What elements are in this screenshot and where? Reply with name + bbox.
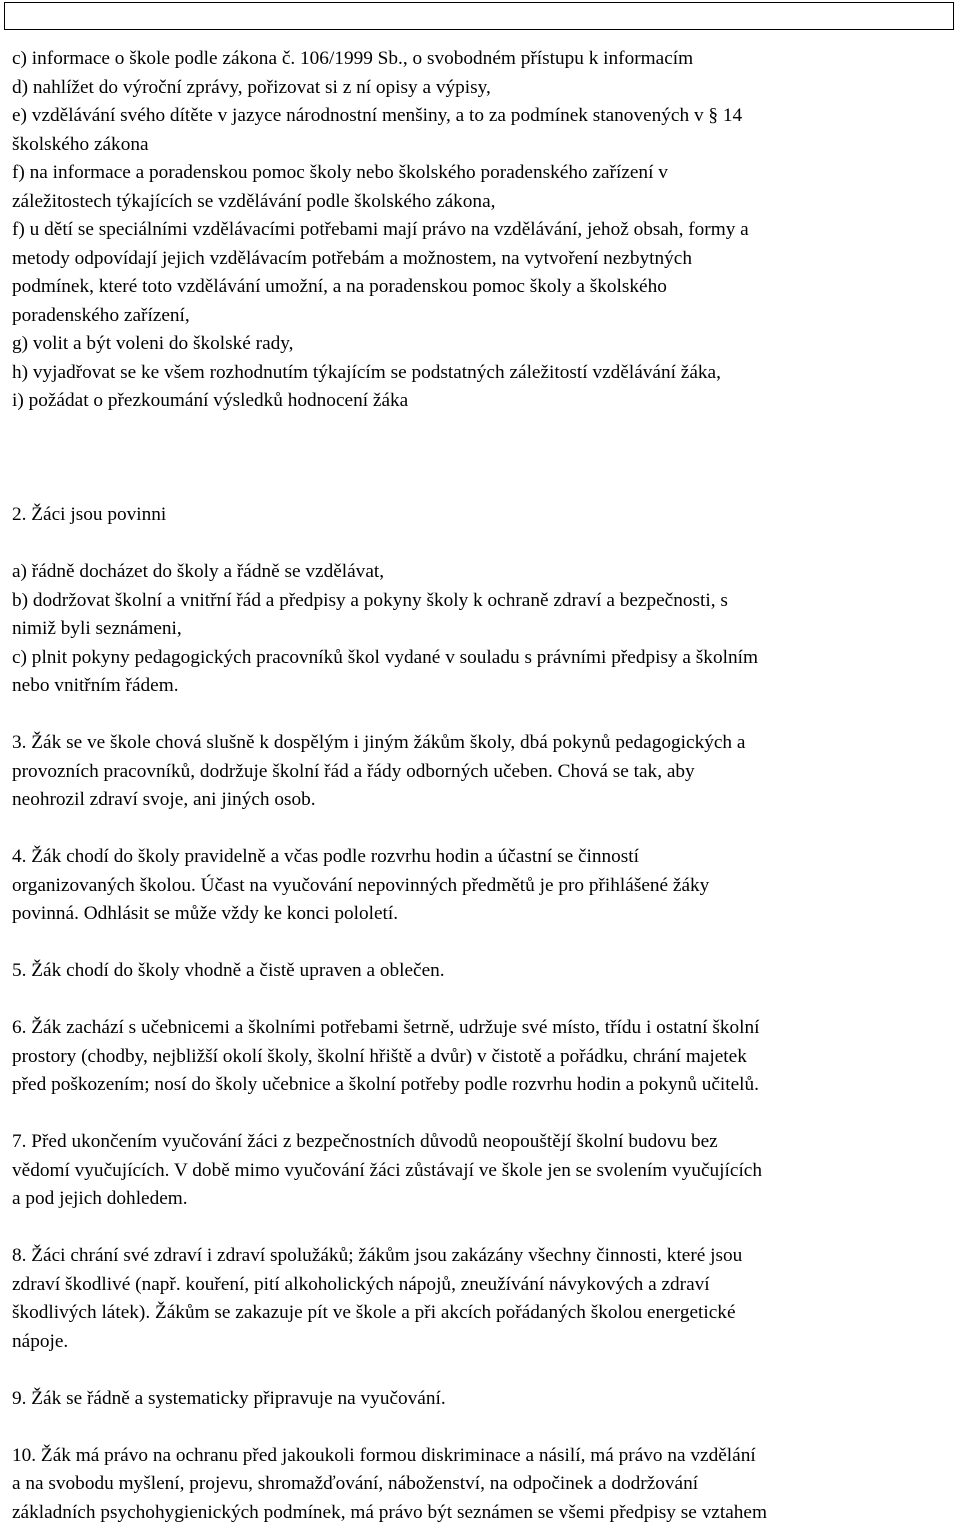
paragraph-line: před poškozením; nosí do školy učebnice a školní potřeby podle rozvrhu hodin a pokynů učitelů. <box>12 1071 952 1100</box>
paragraph-line: a na svobodu myšlení, projevu, shromažďování, náboženství, na odpočinek a dodržování <box>12 1470 952 1499</box>
paragraph-line: 5. Žák chodí do školy vhodně a čistě upraven a oblečen. <box>12 957 952 986</box>
section-line: nebo vnitřním řádem. <box>12 672 952 701</box>
paragraph-line: 6. Žák zachází s učebnicemi a školními potřebami šetrně, udržuje své místo, třídu i ostatní školní <box>12 1014 952 1043</box>
paragraph-9 <box>12 1385 952 1414</box>
paragraph-line: povinná. Odhlásit se může vždy ke konci pololetí. <box>12 900 952 929</box>
list-line: h) vyjadřovat se ke všem rozhodnutím týkajícím se podstatných záležitostí vzdělávání žáka, <box>12 359 952 388</box>
list-line: f) u dětí se speciálními vzdělávacími potřebami mají právo na vzdělávání, jehož obsah, formy a <box>12 216 952 245</box>
list-line: i) požádat o přezkoumání výsledků hodnocení žáka <box>12 387 952 416</box>
paragraph-line: 3. Žák se ve škole chová slušně k dospělým i jiným žákům školy, dbá pokynů pedagogických a <box>12 729 952 758</box>
section-line: a) řádně docházet do školy a řádně se vzdělávat, <box>12 558 952 587</box>
list-line: e) vzdělávání svého dítěte v jazyce národnostní menšiny, a to za podmínek stanovených v § 14 <box>12 102 952 131</box>
paragraph-5 <box>12 957 952 986</box>
paragraph-line: nápoje. <box>12 1328 952 1357</box>
paragraph-line: zdraví škodlivé (např. kouření, pití alkoholických nápojů, zneužívání návykových a zdraví <box>12 1271 952 1300</box>
section-heading: 2. Žáci jsou povinni <box>12 501 952 530</box>
document-body <box>12 45 952 1527</box>
paragraph-line: 4. Žák chodí do školy pravidelně a včas podle rozvrhu hodin a účastní se činností <box>12 843 952 872</box>
paragraph-6 <box>12 1014 952 1100</box>
list-line: školského zákona <box>12 131 952 160</box>
paragraph-line: škodlivých látek). Žákům se zakazuje pít ve škole a při akcích pořádaných školou energetické <box>12 1299 952 1328</box>
paragraph-4 <box>12 843 952 929</box>
section-2 <box>12 501 952 701</box>
paragraph-line: neohrozil zdraví svoje, ani jiných osob. <box>12 786 952 815</box>
list-line: f) na informace a poradenskou pomoc školy nebo školského poradenského zařízení v <box>12 159 952 188</box>
list-line: podmínek, které toto vzdělávání umožní, a na poradenskou pomoc školy a školského <box>12 273 952 302</box>
paragraph-line: základních psychohygienických podmínek, má právo být seznámen se všemi předpisy se vztahem <box>12 1499 952 1527</box>
section-line: b) dodržovat školní a vnitřní řád a předpisy a pokyny školy k ochraně zdraví a bezpečnosti, s <box>12 587 952 616</box>
list-line: g) volit a být voleni do školské rady, <box>12 330 952 359</box>
page-header-frame <box>4 2 954 30</box>
paragraph-8 <box>12 1242 952 1356</box>
paragraph-10 <box>12 1442 952 1527</box>
paragraph-7 <box>12 1128 952 1214</box>
paragraph-line: 7. Před ukončením vyučování žáci z bezpečnostních důvodů neopouštějí školní budovu bez <box>12 1128 952 1157</box>
paragraph-line: organizovaných školou. Účast na vyučování nepovinných předmětů je pro přihlášené žáky <box>12 872 952 901</box>
rights-list <box>12 45 952 416</box>
paragraph-line: 8. Žáci chrání své zdraví i zdraví spolužáků; žákům jsou zakázány všechny činnosti, které jsou <box>12 1242 952 1271</box>
list-line: c) informace o škole podle zákona č. 106/1999 Sb., o svobodném přístupu k informacím <box>12 45 952 74</box>
paragraph-line: 10. Žák má právo na ochranu před jakoukoli formou diskriminace a násilí, má právo na vzdělání <box>12 1442 952 1471</box>
section-line: nimiž byli seznámeni, <box>12 615 952 644</box>
section-line: c) plnit pokyny pedagogických pracovníků škol vydané v souladu s právními předpisy a školním <box>12 644 952 673</box>
list-line: záležitostech týkajících se vzdělávání podle školského zákona, <box>12 188 952 217</box>
paragraph-line: vědomí vyučujících. V době mimo vyučování žáci zůstávají ve škole jen se svolením vyučujících <box>12 1157 952 1186</box>
list-line: poradenského zařízení, <box>12 302 952 331</box>
paragraph-line: prostory (chodby, nejbližší okolí školy, školní hřiště a dvůr) v čistotě a pořádku, chrání majetek <box>12 1043 952 1072</box>
paragraph-3 <box>12 729 952 815</box>
list-line: d) nahlížet do výroční zprávy, pořizovat si z ní opisy a výpisy, <box>12 74 952 103</box>
paragraph-line: a pod jejich dohledem. <box>12 1185 952 1214</box>
paragraph-line: provozních pracovníků, dodržuje školní řád a řády odborných učeben. Chová se tak, aby <box>12 758 952 787</box>
paragraph-line: 9. Žák se řádně a systematicky připravuje na vyučování. <box>12 1385 952 1414</box>
list-line: metody odpovídají jejich vzdělávacím potřebám a možnostem, na vytvoření nezbytných <box>12 245 952 274</box>
